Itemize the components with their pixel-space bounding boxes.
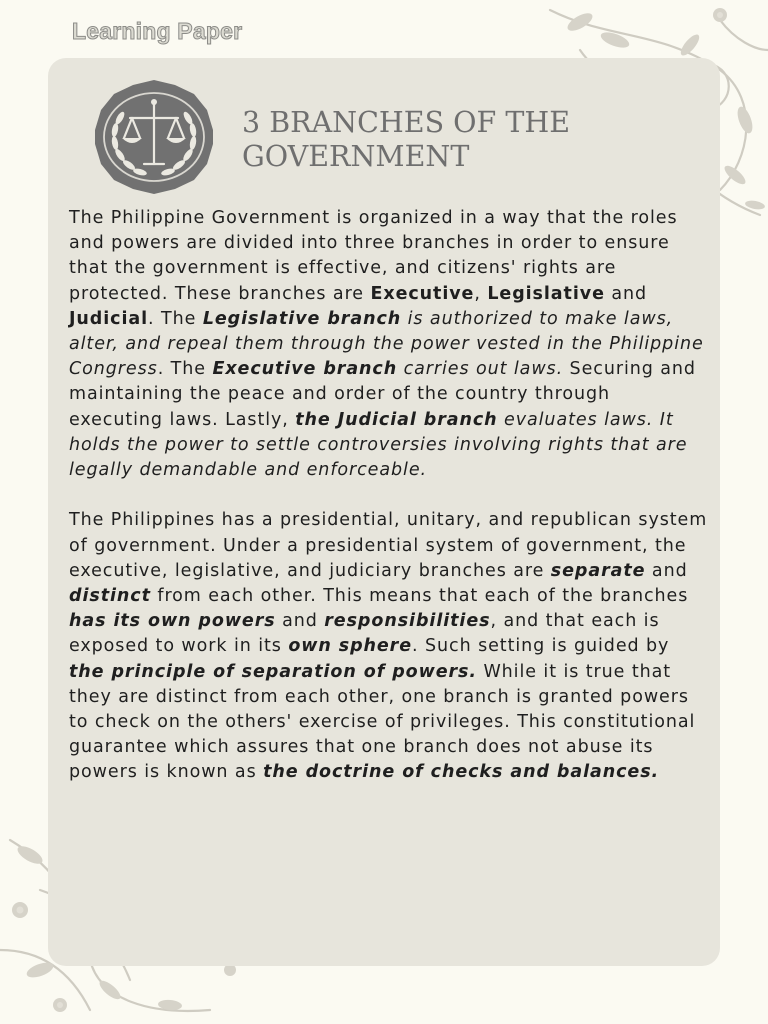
text-segment: . The bbox=[148, 308, 203, 329]
term-judicial: Judicial bbox=[69, 308, 149, 329]
text-segment: The Philippine Government is organized in a way that the roles and powers are divided into three branches in order to ensure that the government is effective, and citizens' rights are protected. These branches are bbox=[69, 208, 678, 304]
text-segment: . The bbox=[157, 359, 213, 380]
text-segment: and bbox=[275, 611, 325, 632]
term-legislative: Legislative bbox=[487, 283, 605, 304]
header-label: Learning Paper bbox=[72, 18, 243, 44]
text-segment: Securing and maintaining the peace and order of the country through executing laws. Lastly, bbox=[69, 359, 696, 430]
paragraph-system bbox=[69, 508, 709, 785]
paragraph-branches bbox=[69, 206, 709, 483]
page-title: 3 BRANCHES OF THE GOVERNMENT bbox=[242, 106, 571, 173]
text-segment: is authorized to make laws, alter, and repeal them through the power vested in the Philippine Congress bbox=[69, 308, 704, 380]
term-separation-of-powers: the principle of separation of powers. bbox=[69, 661, 477, 682]
term-executive: Executive bbox=[370, 283, 475, 304]
scales-of-justice-icon bbox=[90, 80, 218, 194]
term-separate: separate bbox=[550, 560, 646, 581]
term-legislative-branch: Legislative branch bbox=[202, 308, 402, 329]
term-own-powers: has its own powers bbox=[69, 611, 276, 632]
text-segment: , and that each is exposed to work in its bbox=[69, 611, 660, 657]
term-checks-and-balances: the doctrine of checks and balances. bbox=[263, 762, 660, 783]
term-judicial-branch: the Judicial branch bbox=[295, 409, 498, 430]
text-segment: While it is true that they are distinct from each other, one branch is granted powers to check on the others' exercise of privileges. This constitutional guarantee which assures that one branch does not abuse its powers is known as bbox=[69, 661, 696, 783]
content-body bbox=[69, 206, 709, 786]
text-segment: from each other. This means that each of the branches bbox=[150, 586, 689, 607]
term-executive-branch: Executive branch bbox=[212, 359, 398, 380]
term-own-sphere: own sphere bbox=[288, 636, 413, 657]
text-segment: carries out laws. bbox=[397, 359, 564, 380]
text-segment: , bbox=[474, 283, 488, 304]
term-distinct: distinct bbox=[69, 586, 151, 607]
text-segment: and bbox=[645, 560, 688, 581]
text-segment: and bbox=[604, 283, 648, 304]
text-segment: The Philippines has a presidential, unitary, and republican system of government. Under a presidential system of government, the executive, legislative, and judiciary branches are bbox=[69, 510, 708, 581]
text-segment: . Such setting is guided by bbox=[412, 636, 670, 657]
text-segment: evaluates laws. It holds the power to settle controversies involving rights that are legally demandable and enforceable. bbox=[69, 409, 688, 481]
term-responsibilities: responsibilities bbox=[324, 611, 491, 632]
